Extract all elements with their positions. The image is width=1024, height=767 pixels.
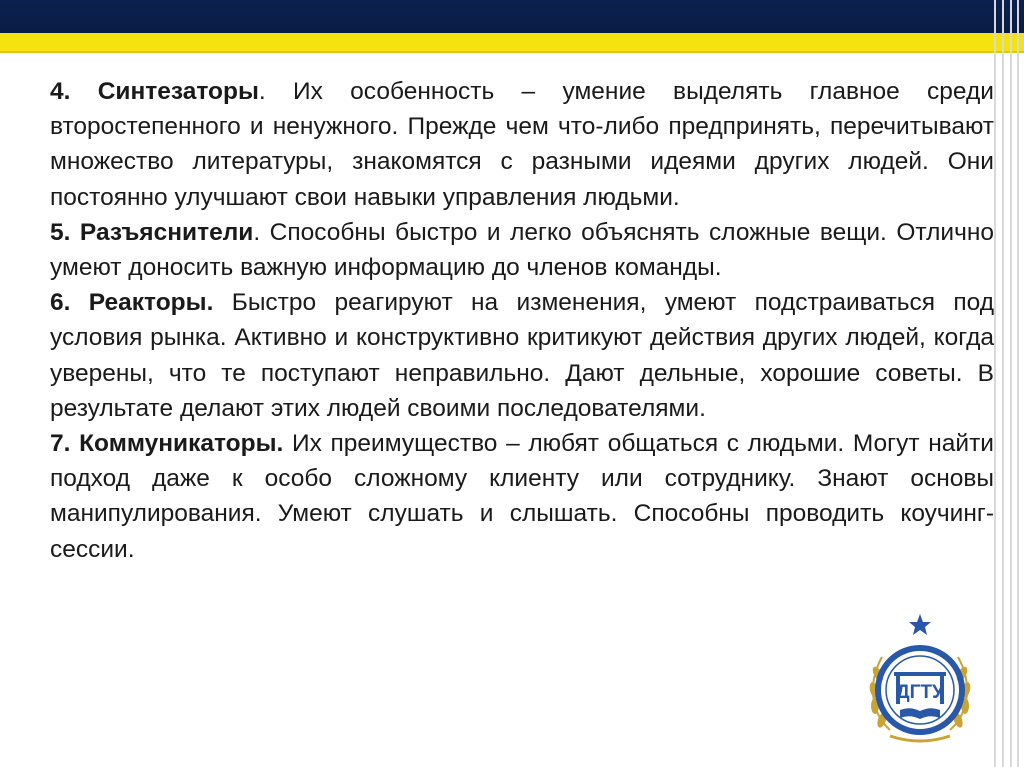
paragraph-reactors bbox=[50, 285, 994, 426]
university-emblem-icon bbox=[860, 612, 980, 762]
paragraph-body: Быстро реагируют на изменения, умеют подстраиваться под условия рынка. Активно и конструктивно критикуют действия других людей, когда уверены, что те поступают неправильно. Дают дельные, хорошие советы. В результате делают этих людей своими последователями. bbox=[50, 289, 994, 422]
paragraph-heading: 7. Коммуникаторы. bbox=[50, 430, 284, 458]
paragraph-synthesizers bbox=[50, 74, 994, 215]
paragraph-body: . Их особенность – умение выделять главное среди второстепенного и ненужного. Прежде чем что-либо предпринять, перечитывают множество литературы, знакомятся с разными идеями других людей. Они постоянно улучшают свои навыки управления людьми. bbox=[50, 78, 994, 211]
paragraph-communicators bbox=[50, 426, 994, 567]
logo-text: ДГТУ bbox=[896, 682, 944, 703]
paragraph-explainers bbox=[50, 215, 994, 285]
slide-text bbox=[50, 74, 994, 567]
paragraph-body: . Способны быстро и легко объяснять сложные вещи. Отлично умеют доносить важную информацию до членов команды. bbox=[50, 218, 994, 282]
paragraph-heading: 5. Разъяснители bbox=[50, 218, 254, 246]
paragraph-heading: 4. Синтезаторы bbox=[50, 78, 259, 105]
accent-stripe bbox=[0, 33, 1024, 51]
top-bar bbox=[0, 0, 1024, 33]
paragraph-body: Их преимущество – любят общаться с людьми. Могут найти подход даже к особо сложному клиенту или сотруднику. Знают основы манипулирования. Умеют слушать и слышать. Способны проводить коучинг-сессии. bbox=[50, 430, 994, 563]
paragraph-heading: 6. Реакторы. bbox=[50, 289, 214, 317]
